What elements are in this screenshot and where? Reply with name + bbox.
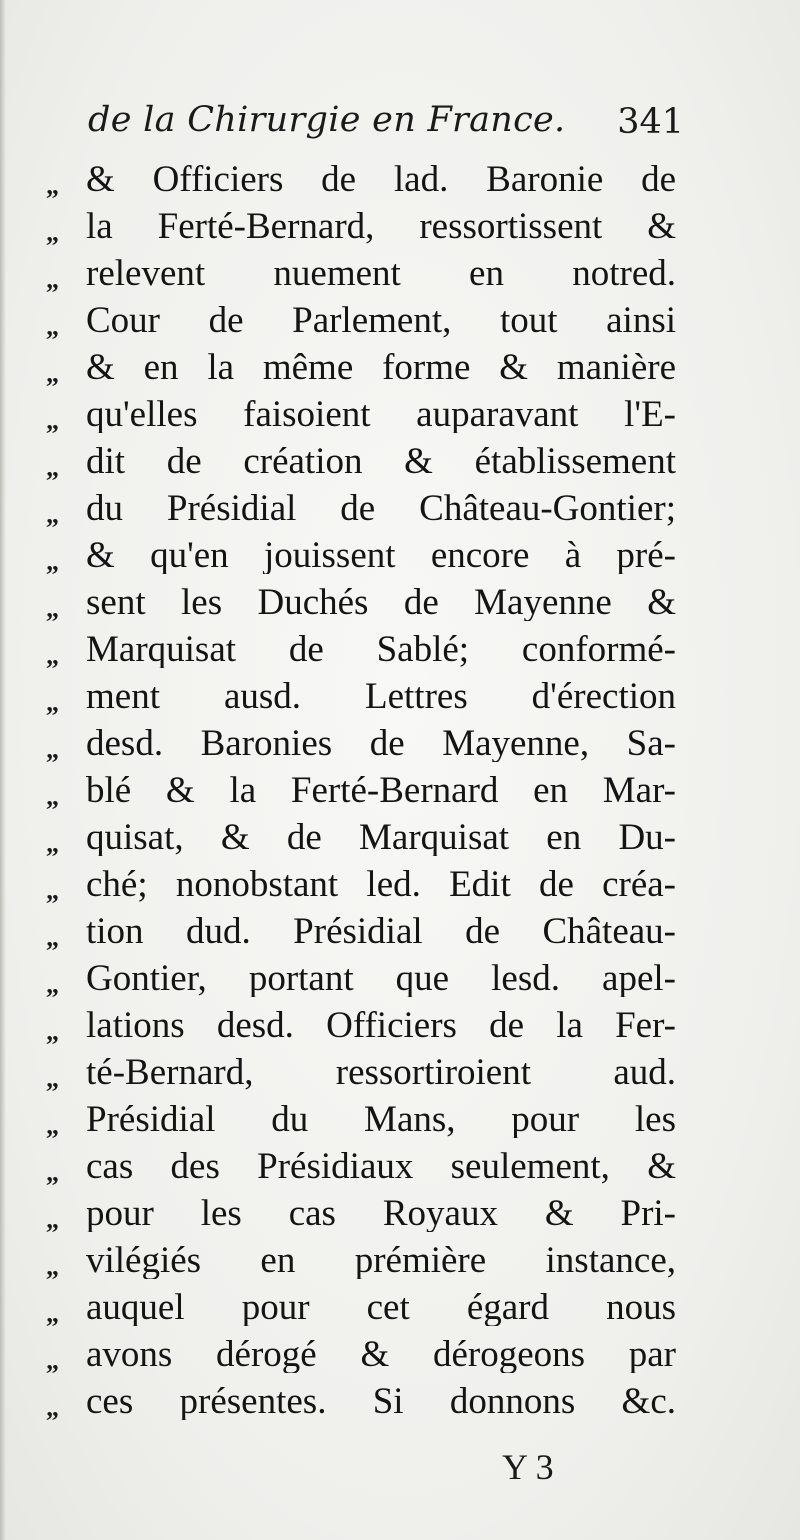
line-text: vilégiés en prémière instance, — [86, 1242, 676, 1279]
text-line — [46, 955, 676, 1002]
quote-mark: „ — [46, 640, 59, 670]
text-line — [46, 767, 676, 814]
quote-mark: „ — [46, 1392, 59, 1422]
text-line — [46, 297, 676, 344]
page-number: 341 — [617, 102, 684, 142]
line-text: desd. Baronies de Mayenne, Sa- — [86, 725, 676, 762]
line-text: relevent nuement en notred. — [86, 255, 676, 292]
line-text: Marquisat de Sablé; conformé- — [86, 631, 676, 668]
quote-mark: „ — [46, 1157, 59, 1187]
line-text: blé & la Ferté-Bernard en Mar- — [86, 772, 676, 809]
page-header — [88, 100, 684, 150]
quote-mark: „ — [46, 499, 59, 529]
line-text: té-Bernard, ressortiroient aud. — [86, 1054, 676, 1091]
line-text: & qu'en jouissent encore à pré- — [86, 537, 676, 574]
quote-mark: „ — [46, 969, 59, 999]
line-text: dit de création & établissement — [86, 443, 676, 480]
text-line — [46, 391, 676, 438]
text-line — [46, 532, 676, 579]
line-text: tion dud. Présidial de Château- — [86, 913, 676, 950]
text-line — [46, 1190, 676, 1237]
line-text: ment ausd. Lettres d'érection — [86, 678, 676, 715]
quote-mark: „ — [46, 1204, 59, 1234]
text-line — [46, 861, 676, 908]
quote-mark: „ — [46, 1251, 59, 1281]
quote-mark: „ — [46, 828, 59, 858]
body-text — [46, 156, 676, 1425]
quote-mark: „ — [46, 405, 59, 435]
text-line — [46, 156, 676, 203]
quote-mark: „ — [46, 1298, 59, 1328]
line-text: & Officiers de lad. Baronie de — [86, 161, 676, 198]
quote-mark: „ — [46, 452, 59, 482]
quote-mark: „ — [46, 1345, 59, 1375]
text-line — [46, 626, 676, 673]
text-line — [46, 203, 676, 250]
text-line — [46, 1096, 676, 1143]
quote-mark: „ — [46, 217, 59, 247]
quote-mark: „ — [46, 1063, 59, 1093]
line-text: Gontier, portant que lesd. apel- — [86, 960, 676, 997]
line-text: & en la même forme & manière — [86, 349, 676, 386]
text-line — [46, 1284, 676, 1331]
text-line — [46, 438, 676, 485]
text-line — [46, 1002, 676, 1049]
quote-mark: „ — [46, 1016, 59, 1046]
text-line — [46, 579, 676, 626]
text-line — [46, 485, 676, 532]
text-line — [46, 908, 676, 955]
signature-mark: Y 3 — [502, 1447, 554, 1487]
text-line — [46, 673, 676, 720]
line-text: Présidial du Mans, pour les — [86, 1101, 676, 1138]
line-text: quisat, & de Marquisat en Du- — [86, 819, 676, 856]
quote-mark: „ — [46, 264, 59, 294]
text-line — [46, 250, 676, 297]
line-text: auquel pour cet égard nous — [86, 1289, 676, 1326]
running-title: de la Chirurgie en France. — [88, 100, 566, 140]
quote-mark: „ — [46, 170, 59, 200]
quote-mark: „ — [46, 875, 59, 905]
quote-mark: „ — [46, 734, 59, 764]
line-text: pour les cas Royaux & Pri- — [86, 1195, 676, 1232]
text-line — [46, 1331, 676, 1378]
line-text: la Ferté-Bernard, ressortissent & — [86, 208, 676, 245]
line-text: avons dérogé & dérogeons par — [86, 1336, 676, 1373]
quote-mark: „ — [46, 781, 59, 811]
line-text: sent les Duchés de Mayenne & — [86, 584, 676, 621]
line-text: ché; nonobstant led. Edit de créa- — [86, 866, 676, 903]
text-line — [46, 720, 676, 767]
text-line — [46, 1237, 676, 1284]
text-line — [46, 344, 676, 391]
quote-mark: „ — [46, 687, 59, 717]
page-edge-shadow — [0, 0, 6, 1540]
line-text: lations desd. Officiers de la Fer- — [86, 1007, 676, 1044]
quote-mark: „ — [46, 311, 59, 341]
text-line — [46, 1143, 676, 1190]
line-text: ces présentes. Si donnons &c. — [86, 1383, 676, 1420]
text-line — [46, 814, 676, 861]
quote-mark: „ — [46, 546, 59, 576]
line-text: qu'elles faisoient auparavant l'E- — [86, 396, 676, 433]
quote-mark: „ — [46, 1110, 59, 1140]
line-text: Cour de Parlement, tout ainsi — [86, 302, 676, 339]
line-text: cas des Présidiaux seulement, & — [86, 1148, 676, 1185]
quote-mark: „ — [46, 593, 59, 623]
quote-mark: „ — [46, 922, 59, 952]
quote-mark: „ — [46, 358, 59, 388]
text-line — [46, 1049, 676, 1096]
line-text: du Présidial de Château-Gontier; — [86, 490, 676, 527]
text-line — [46, 1378, 676, 1425]
